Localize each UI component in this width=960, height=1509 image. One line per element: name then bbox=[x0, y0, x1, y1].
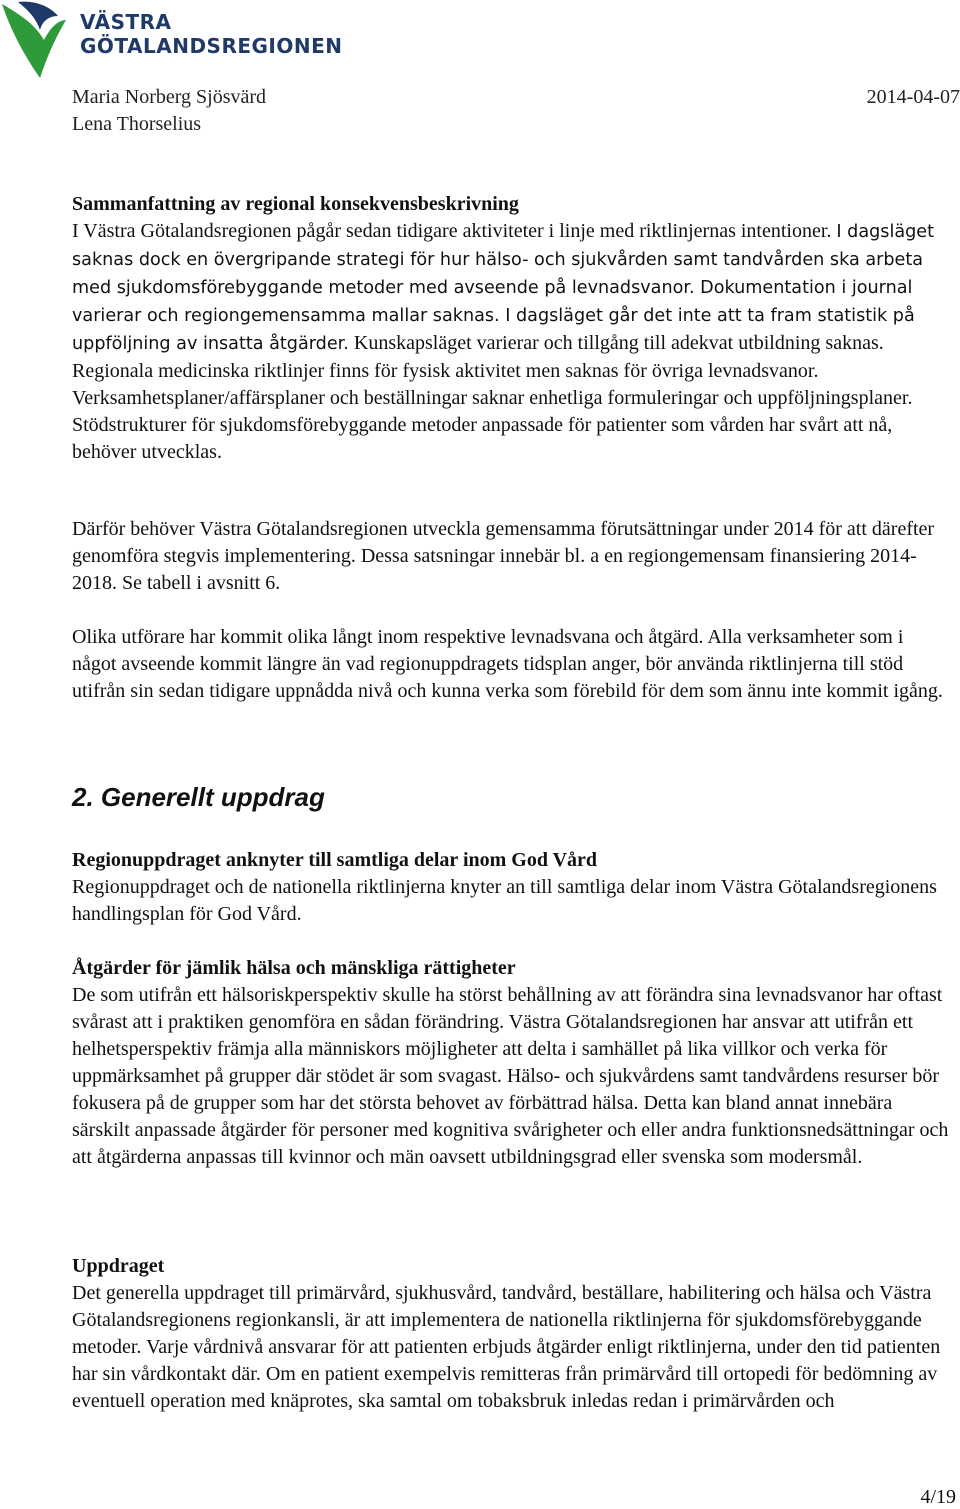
subsection-body: Det generella uppdraget till primärvård, sjukhusvård, tandvård, beställare, habilitering och hälsa och Västra Götalandsregionens regionkansli, är att implementera de nationella riktlinjerna för sjukdomsförebyggande metoder. Varje vårdnivå ansvarar för att patienten erbjuds åtgärder enligt riktlinjerna, under den tid patienten har sin vårdkontakt där. Om en patient exempelvis remitteras från primärvård till ortopedi för bedömning av eventuell operation med knäprotes, ska samtal om tobaksbruk inledas redan i primärvården och bbox=[72, 1282, 941, 1412]
document-date: 2014-04-07 bbox=[866, 86, 960, 108]
summary-paragraph-2 bbox=[72, 516, 952, 597]
page-number: 4/19 bbox=[920, 1486, 956, 1508]
summary-body-c: Regionala medicinska riktlinjer finns för fysisk aktivitet men saknas för övriga levnadsvanor. bbox=[72, 360, 819, 383]
subsection-uppdraget bbox=[72, 1253, 952, 1415]
summary-intro: I Västra Götalandsregionen pågår sedan tidigare aktiviteter i linje med riktlinjernas intentioner. bbox=[72, 220, 832, 242]
subsection-heading: Uppdraget bbox=[72, 1255, 165, 1277]
summary-paragraph bbox=[72, 218, 952, 466]
author-name: Lena Thorselius bbox=[72, 113, 202, 135]
summary-heading: Sammanfattning av regional konsekvensbeskrivning bbox=[72, 193, 519, 215]
summary-body-b: Kunskapsläget varierar och tillgång till adekvat utbildning saknas. bbox=[353, 332, 884, 355]
subsection-body: Regionuppdraget och de nationella riktlinjerna knyter an till samtliga delar inom Västra Götalandsregionens handlingsplan för God Vård. bbox=[72, 876, 937, 925]
summary-body-e: Stödstrukturer för sjukdomsförebyggande metoder anpassade för patienter som vården har svårt att nå, behöver utvecklas. bbox=[72, 414, 893, 464]
paragraph-text: Olika utförare har kommit olika långt inom respektive levnadsvana och åtgärd. Alla verksamheter som i något avseende kommit längre än vad regionuppdragets tidsplan anger, bör använda riktlinjerna till stöd utifrån sin sedan tidigare uppnådda nivå och kunna verka som förebild för dem som ännu inte kommit igång. bbox=[72, 626, 943, 702]
vgr-logo bbox=[0, 0, 343, 80]
subsection-heading: Regionuppdraget anknyter till samtliga delar inom God Vård bbox=[72, 849, 598, 871]
chapter-title: 2. Generellt uppdrag bbox=[72, 782, 325, 812]
author-name: Maria Norberg Sjösvärd bbox=[72, 86, 267, 108]
summary-body-d: Verksamhetsplaner/affärsplaner och beställningar saknar enhetliga formuleringar och uppföljningsplaner. bbox=[72, 387, 913, 410]
subsection-jamlik-halsa bbox=[72, 955, 952, 1171]
subsection-heading: Åtgärder för jämlik hälsa och mänskliga rättigheter bbox=[72, 957, 516, 979]
subsection-god-vard bbox=[72, 847, 952, 928]
logo-line2: GÖTALANDSREGIONEN bbox=[80, 34, 343, 58]
paragraph-text: Därför behöver Västra Götalandsregionen utveckla gemensamma förutsättningar under 2014 för att därefter genomföra stegvis implementering. Dessa satsningar innebär bl. a en regiongemensam finansiering 2014-2018. Se tabell i avsnitt 6. bbox=[72, 518, 935, 594]
summary-paragraph-3 bbox=[72, 624, 952, 705]
subsection-body: De som utifrån ett hälsoriskperspektiv skulle ha störst behållning av att förändra sina levnadsvanor har oftast svårast att i praktiken genomföra en sådan förändring. Västra Götalandsregionen har ansvar att utifrån ett helhetsperspektiv främja alla människors möjligheter att delta i samhället på lika villkor och verka för uppmärksamhet på grupper där stödet är som svagast. Hälso- och sjukvårdens samt tandvårdens resurser bör fokusera på de grupper som har det största behovet av förbättrad hälsa. Detta kan bland annat innebära särskilt anpassade åtgärder för personer med kognitiva svårigheter och eller andra funktionsnedsättningar och att åtgärderna anpassas till kvinnor och män oavsett utbildningsgrad eller svenska som modersmål. bbox=[72, 984, 949, 1168]
summary-section bbox=[72, 191, 952, 466]
vgr-logo-icon bbox=[0, 0, 80, 80]
summary-body-a: I dagsläget saknas dock en övergripande strategi för hur hälso- och sjukvården samt tandvården ska arbeta med sjukdomsförebyggande metoder med avseende på levnadsvanor. Dokumentation i journal varierar och regiongemensamma mallar saknas. I dagsläget går det inte att ta fram statistik på uppföljning av insatta åtgärder. bbox=[72, 222, 935, 355]
logo-line1: VÄSTRA bbox=[80, 10, 172, 34]
